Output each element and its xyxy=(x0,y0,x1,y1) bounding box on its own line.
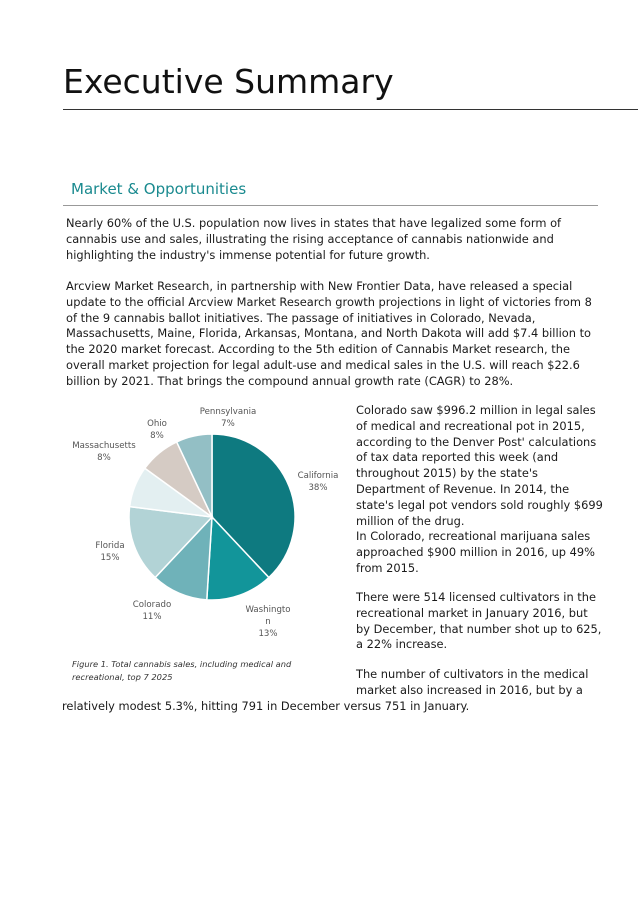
pie-label-pennsylvania: Pennsylvania 7% xyxy=(199,407,257,429)
pie-value-colorado: 11% xyxy=(142,612,162,622)
section-title: Market & Opportunities xyxy=(71,180,247,198)
pie-label-ohio: Ohio 8% xyxy=(147,419,167,441)
cultivators-paragraph: There were 514 licensed cultivators in the recreational market in January 2016, but by December, that number shot up to 625, a 22% increase. xyxy=(356,590,602,652)
pie-label-massachusetts: Massachusetts 8% xyxy=(72,441,136,463)
pie-label-colorado: Colorado 11% xyxy=(132,600,172,622)
pie-value-washington: 13% xyxy=(258,629,278,639)
pie-label-washington: Washingto n 13% xyxy=(245,605,291,639)
medical-cultivators-paragraph-continued: relatively modest 5.3%, hitting 791 in December versus 751 in January. xyxy=(62,699,470,713)
figure-caption: Figure 1. Total cannabis sales, including medical and recreational, top 7 2025 xyxy=(72,659,292,682)
pie-label-california: California 38% xyxy=(297,471,339,493)
intro-paragraph: Nearly 60% of the U.S. population now lives in states that have legalized some form of cannabis use and sales, illustrating the rising acceptance of cannabis nationwide and highlighting the industry's immense potential for future growth. xyxy=(66,216,562,262)
market-paragraph: Arcview Market Research, in partnership with New Frontier Data, have released a special update to the official Arcview Market Research growth projections in light of victories from 8 of the 9 cannabis ballot initiatives. The passage of initiatives in Colorado, Nevada, Massachusetts, Maine, Florida, Arkansas, Montana, and North Dakota will add $7.4 billion to the 2020 market forecast. According to the 5th edition of Cannabis Market research, the overall market projection for legal adult-use and medical sales in the U.S. will reach $22.6 billion by 2021. That brings the compound annual growth rate (CAGR) to 28%. xyxy=(66,279,592,388)
page-title: Executive Summary xyxy=(63,62,394,101)
recreational-sales-paragraph: In Colorado, recreational marijuana sales approached $900 million in 2016, up 49% from 2015. xyxy=(356,529,595,575)
section-divider xyxy=(63,205,598,206)
pie-chart-svg xyxy=(62,400,352,670)
colorado-sales-paragraph: Colorado saw $996.2 million in legal sales of medical and recreational pot in 2015, according to the Denver Post' calculations of tax data reported this week (and throughout 2015) by the state's Department of Revenue. In 2014, the state's legal pot vendors sold roughly $699 million of the drug. xyxy=(356,403,603,528)
sales-pie-chart xyxy=(62,400,352,670)
pie-value-ohio: 8% xyxy=(150,431,164,441)
pie-label-florida: Florida 15% xyxy=(95,541,125,563)
medical-cultivators-paragraph: The number of cultivators in the medical market also increased in 2016, but by a xyxy=(356,667,589,697)
pie-value-california: 38% xyxy=(308,483,328,493)
title-divider xyxy=(63,109,638,110)
pie-value-pennsylvania: 7% xyxy=(221,419,235,429)
pie-value-massachusetts: 8% xyxy=(97,453,111,463)
pie-value-florida: 15% xyxy=(100,553,120,563)
